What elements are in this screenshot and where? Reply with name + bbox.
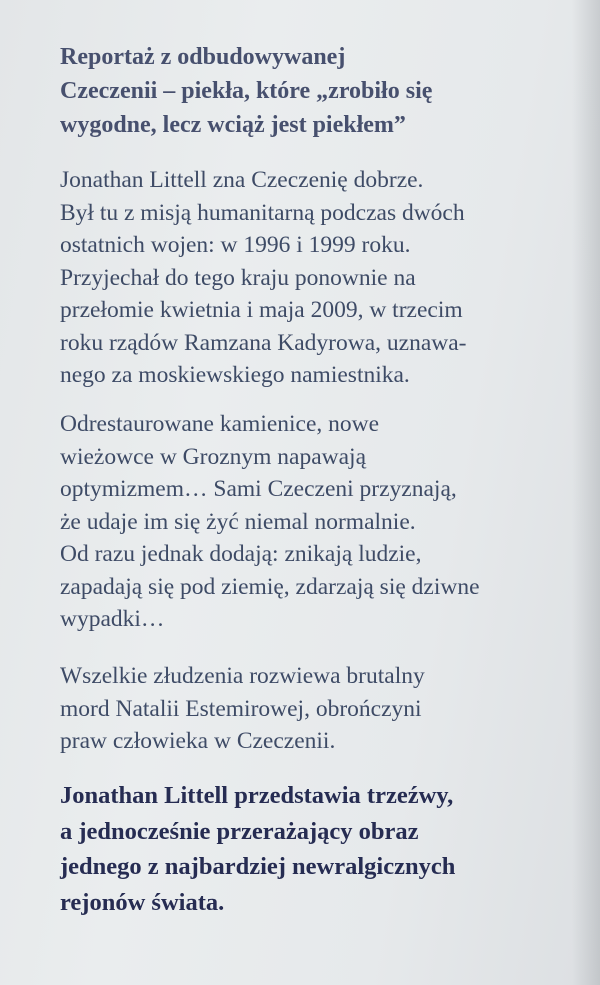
paragraph-line: że udaje im się żyć niemal normalnie. bbox=[60, 508, 416, 535]
paragraph-line: Od razu jednak dodają: znikają ludzie, bbox=[60, 541, 422, 567]
paragraph-line: Był tu z misją humanitarną podczas dwóch bbox=[60, 199, 465, 226]
headline-line: wygodne, lecz wciąż jest piekłem” bbox=[60, 112, 406, 138]
closing-line: rejonów świata. bbox=[60, 888, 225, 916]
paragraph-line: przełomie kwietnia i maja 2009, w trzecim bbox=[60, 297, 463, 323]
paragraph-line: wypadki… bbox=[60, 606, 165, 632]
paragraph-line: zapadają się pod ziemię, zdarzają się dziwne bbox=[60, 573, 480, 600]
paragraph-line: nego za moskiewskiego namiestnika. bbox=[60, 362, 410, 388]
headline-line: Czeczenii – piekła, które „zrobiło się bbox=[60, 78, 433, 104]
closing-line: jednego z najbardziej newralgicznych bbox=[60, 853, 456, 880]
paragraph-intro bbox=[60, 164, 580, 392]
closing-line: Jonathan Littell przedstawia trzeźwy, bbox=[60, 782, 454, 809]
paragraph-line: Jonathan Littell zna Czeczenię dobrze. bbox=[60, 167, 424, 193]
paragraph-line: praw człowieka w Czeczenii. bbox=[60, 728, 336, 754]
paragraph-estemirova bbox=[60, 660, 580, 758]
paragraph-grozny bbox=[60, 408, 580, 636]
paragraph-line: Wszelkie złudzenia rozwiewa brutalny bbox=[60, 663, 425, 689]
paragraph-line: Odrestaurowane kamienice, nowe bbox=[60, 411, 380, 437]
paragraph-line: Przyjechał do tego kraju ponownie na bbox=[60, 264, 416, 291]
paragraph-line: mord Natalii Estemirowej, obrończyni bbox=[60, 695, 422, 722]
headline-line: Reportaż z odbudowywanej bbox=[60, 44, 346, 70]
paragraph-line: roku rządów Ramzana Kadyrowa, uznawa- bbox=[60, 329, 467, 356]
closing-line: a jednocześnie przerażający obraz bbox=[60, 817, 419, 845]
paragraph-line: optymizmem… Sami Czeczeni przyznają, bbox=[60, 476, 457, 502]
paragraph-line: ostatnich wojen: w 1996 i 1999 roku. bbox=[60, 232, 411, 258]
paragraph-line: wieżowce w Groznym napawają bbox=[60, 443, 367, 470]
headline bbox=[60, 40, 580, 142]
closing-statement bbox=[60, 778, 580, 920]
